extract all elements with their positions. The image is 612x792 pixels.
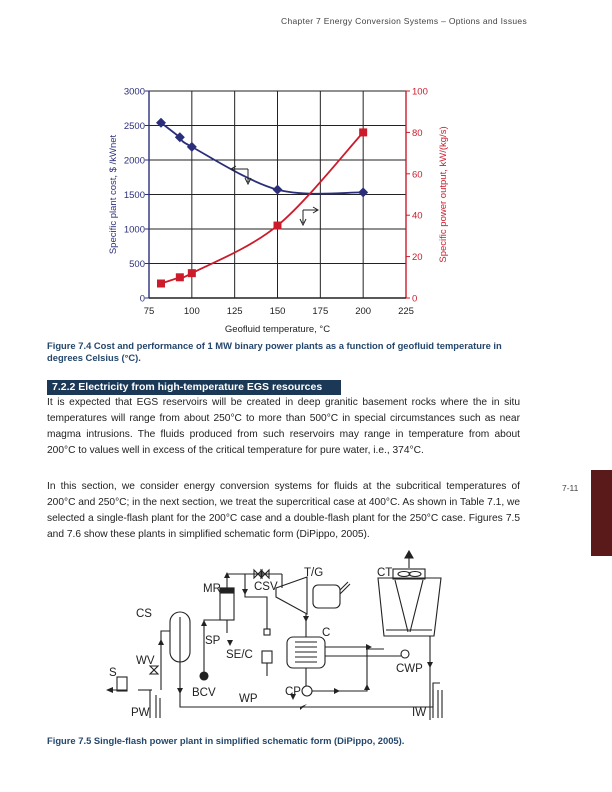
- label-s: S: [109, 667, 117, 679]
- text-line: It is expected that EGS reservoirs will be created in deep granitic basement rocks where the in situ: [47, 397, 520, 408]
- y-tick-label: 2000: [123, 155, 145, 167]
- label-bcv: BCV: [192, 687, 216, 699]
- y2-tick-label: 80: [412, 127, 423, 139]
- label-c: C: [322, 627, 331, 639]
- y-tick-label: 2500: [123, 121, 145, 132]
- y-axis-label: Specific plant cost, $ /kWnet: [108, 134, 119, 255]
- page-number: 7-11: [562, 483, 579, 493]
- text-line: and 7.6 show these plants in simplified schematic form (DiPippo, 2005).: [47, 529, 370, 540]
- text-line: 200°C and 250°C; in the next section, we treat the supercritical case at 400°C. As shown in Table 7.1, we: [47, 497, 520, 508]
- cooling-tower: [378, 578, 441, 636]
- label-csv: CSV: [254, 581, 278, 593]
- y-tick-label: 1500: [123, 190, 145, 201]
- y2-tick-label: 40: [412, 210, 423, 222]
- section-heading-text: 7.2.2 Electricity from high-temperature EGS resources: [52, 381, 323, 393]
- text-line: selected a single-flash plant for the 200°C case and a double-flash plant for the 250°C case. Figures 7.5: [47, 513, 520, 524]
- label-wp: WP: [239, 693, 258, 705]
- y2-axis-label: Specific power output, kW/(kg/s): [438, 126, 449, 263]
- y2-tick-label: 60: [412, 169, 423, 181]
- label-cwp: CWP: [396, 663, 423, 675]
- text-line: temperatures will range from about 250°C to more than 500°C in special circumstances such as near: [47, 413, 520, 424]
- generator: [313, 585, 340, 608]
- text-line: magma intrusions. The fluids produced from such reservoirs may range in temperature from about: [47, 429, 520, 440]
- x-tick-label: 125: [226, 306, 243, 317]
- y-tick-label: 500: [129, 259, 145, 270]
- y2-tick-label: 100: [412, 86, 428, 98]
- y-tick-label: 0: [139, 293, 145, 305]
- x-tick-label: 175: [312, 306, 329, 317]
- label-tg: T/G: [304, 567, 324, 579]
- label-wv: WV: [136, 655, 155, 667]
- x-tick-label: 150: [269, 306, 286, 317]
- text-line: In this section, we consider energy conversion systems for fluids at the subcritical temperatures of: [47, 481, 520, 492]
- x-tick-label: 75: [143, 306, 155, 317]
- label-cs: CS: [136, 608, 152, 620]
- label-mr: MR: [203, 583, 221, 595]
- x-tick-label: 100: [183, 306, 200, 317]
- silencer: [117, 677, 127, 691]
- steam-ejector-condenser: [262, 651, 272, 663]
- running-header: Chapter 7 Energy Conversion Systems – Options and Issues: [281, 16, 527, 26]
- x-axis-label: Geofluid temperature, °C: [224, 324, 331, 335]
- label-pw: PW: [131, 707, 150, 719]
- x-tick-label: 200: [355, 306, 372, 317]
- ball-check-valve: [200, 672, 208, 680]
- y2-tick-label: 20: [412, 252, 423, 264]
- caption-line: degrees Celsius (°C).: [47, 352, 141, 363]
- figure-7-5-caption: Figure 7.5 Single-flash power plant in simplified schematic form (DiPippo, 2005).: [47, 735, 405, 746]
- wellhead-valve: [150, 666, 158, 674]
- turbine: [276, 577, 307, 614]
- label-iw: IW: [412, 707, 427, 719]
- label-cp: CP: [285, 686, 301, 698]
- condensate-pump: [302, 686, 312, 696]
- y2-tick-label: 0: [412, 293, 418, 305]
- y-tick-label: 1000: [123, 224, 145, 236]
- x-tick-label: 225: [398, 306, 414, 317]
- label-ct: CT: [377, 567, 393, 579]
- label-sec: SE/C: [226, 649, 253, 661]
- label-sp: SP: [205, 635, 221, 647]
- text-line: 200°C to values well in excess of the critical temperature for pure water, i.e., 374°C.: [47, 445, 424, 456]
- cooling-water-pump: [401, 650, 409, 658]
- caption-line: Figure 7.4 Cost and performance of 1 MW binary power plants as a function of geofluid temperature in: [47, 340, 502, 351]
- y-tick-label: 3000: [123, 86, 145, 98]
